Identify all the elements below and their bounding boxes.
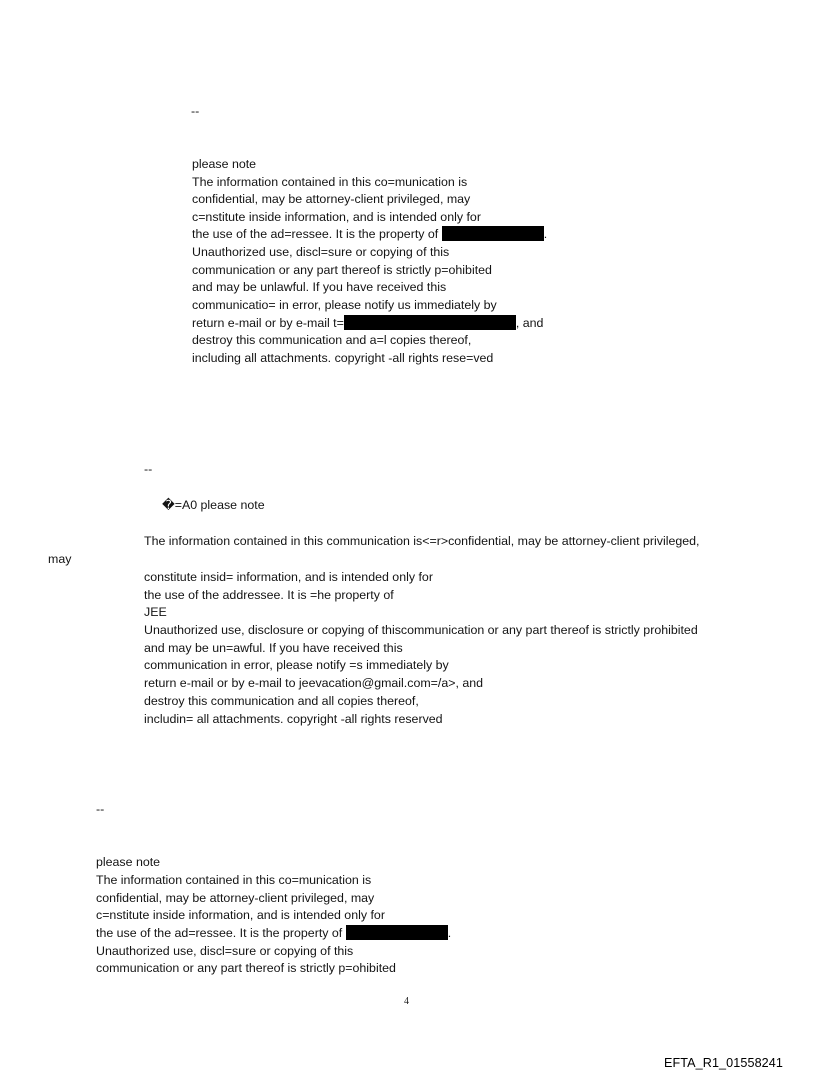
notice-line: JEE bbox=[144, 605, 167, 619]
notice-line: the use of the addressee. It is =he property of bbox=[144, 588, 394, 602]
notice-line-text: the use of the ad=ressee. It is the property of bbox=[96, 926, 343, 940]
document-id: EFTA_R1_01558241 bbox=[664, 1056, 783, 1070]
page-number: 4 bbox=[404, 996, 409, 1007]
notice-line: destroy this communication and a=l copies thereof, bbox=[192, 333, 472, 347]
notice-line: communication or any part thereof is strictly p=ohibited bbox=[96, 961, 396, 975]
notice-line bbox=[192, 315, 543, 332]
notice-line: The information contained in this communication is<=r>confidential, may be attorney-client privileged, bbox=[144, 534, 700, 548]
notice-line: communicatio= in error, please notify us immediately by bbox=[192, 298, 497, 312]
separator-dashes: -- bbox=[144, 462, 153, 476]
notice-line-text: the use of the ad=ressee. It is the property of bbox=[192, 227, 439, 241]
notice-line: includin= all attachments. copyright -all rights reserved bbox=[144, 712, 443, 726]
notice-line: destroy this communication and all copies thereof, bbox=[144, 694, 419, 708]
notice-line: including all attachments. copyright -all rights rese=ved bbox=[192, 351, 494, 365]
notice-line: and may be un=awful. If you have received this bbox=[144, 641, 403, 655]
notice-line: communication or any part thereof is strictly p=ohibited bbox=[192, 263, 492, 277]
notice-line: return e-mail or by e-mail to jeevacation@gmail.com=/a>, and bbox=[144, 676, 484, 690]
notice-line: Unauthorized use, discl=sure or copying of this bbox=[192, 245, 450, 259]
notice-heading: �=A0 please note bbox=[162, 498, 265, 512]
notice-line: Unauthorized use, discl=sure or copying of this bbox=[96, 944, 354, 958]
notice-heading: please note bbox=[96, 855, 161, 869]
notice-and: , and bbox=[515, 316, 544, 330]
separator-dashes: -- bbox=[191, 104, 200, 118]
notice-line: constitute insid= information, and is intended only for bbox=[144, 570, 433, 584]
notice-line: c=nstitute inside information, and is intended only for bbox=[96, 908, 385, 922]
notice-line: and may be unlawful. If you have received this bbox=[192, 280, 447, 294]
redaction-box bbox=[344, 315, 516, 330]
redaction-box bbox=[346, 925, 448, 940]
separator-dashes: -- bbox=[96, 802, 105, 816]
notice-period: . bbox=[447, 926, 452, 940]
notice-line: Unauthorized use, disclosure or copying of thiscommunication or any part thereof is strictly prohibited bbox=[144, 623, 698, 637]
notice-line bbox=[96, 925, 451, 942]
notice-heading: please note bbox=[192, 157, 257, 171]
notice-line: confidential, may be attorney-client privileged, may bbox=[192, 192, 471, 206]
notice-line: communication in error, please notify =s immediately by bbox=[144, 658, 449, 672]
notice-period: . bbox=[543, 227, 548, 241]
redaction-box bbox=[442, 226, 544, 241]
notice-line: The information contained in this co=munication is bbox=[96, 873, 372, 887]
notice-line: The information contained in this co=munication is bbox=[192, 175, 468, 189]
notice-line: c=nstitute inside information, and is intended only for bbox=[192, 210, 481, 224]
notice-line-text: return e-mail or by e-mail t= bbox=[192, 316, 344, 330]
notice-line: confidential, may be attorney-client privileged, may bbox=[96, 891, 375, 905]
notice-line: may bbox=[48, 552, 72, 566]
notice-line bbox=[192, 226, 547, 243]
